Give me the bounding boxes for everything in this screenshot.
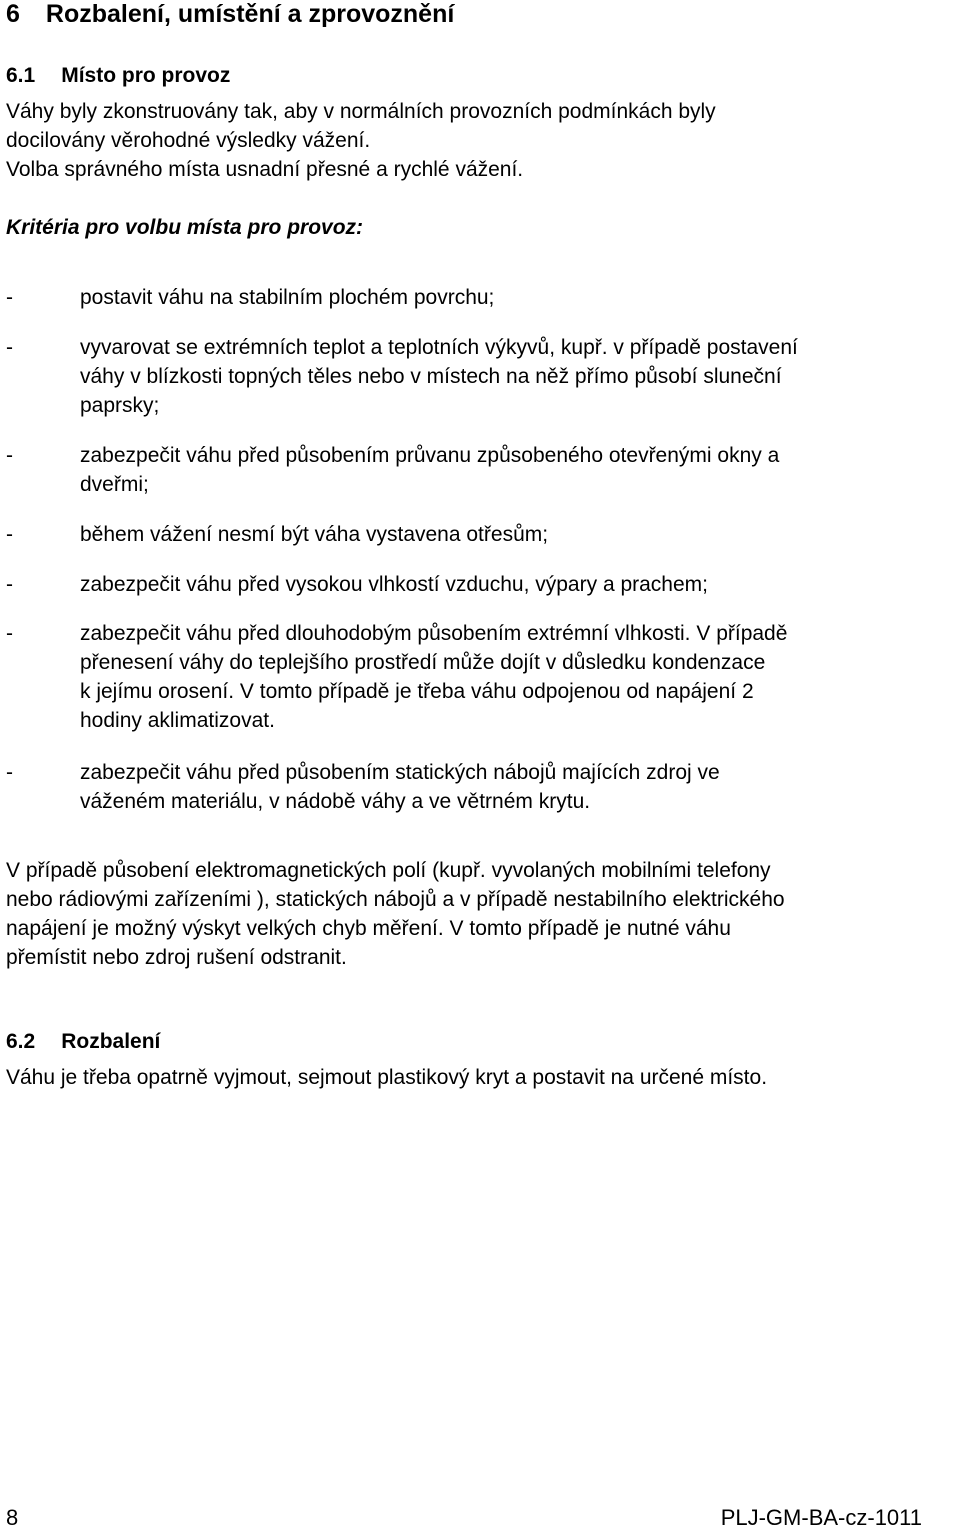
- intro-line: docilovány věrohodné výsledky vážení.: [6, 129, 371, 152]
- list-item-text: [80, 570, 960, 599]
- section-number: 6.1: [6, 64, 36, 87]
- list-item-line: zabezpečit váhu před působením statických nábojů majících zdroj ve: [80, 761, 720, 784]
- closing-line: napájení je možný výskyt velkých chyb měření. V tomto případě je nutné váhu: [6, 917, 731, 940]
- closing-line: nebo rádiovými zařízeními ), statických nábojů a v případě nestabilního elektrického: [6, 888, 785, 911]
- list-item-line: zabezpečit váhu před působením průvanu způsobeného otevřenými okny a: [80, 444, 780, 467]
- chapter-title: Rozbalení, umístění a zprovoznění: [45, 0, 455, 28]
- list-item-text: [80, 333, 960, 420]
- bullet-dash: -: [6, 523, 13, 546]
- closing-paragraph: [6, 856, 785, 972]
- section-number: 6.2: [6, 1030, 36, 1053]
- list-item-text: [80, 441, 960, 499]
- list-item-line: postavit váhu na stabilním plochém povrchu;: [80, 286, 495, 309]
- list-item-line: k jejímu orosení. V tomto případě je třeba váhu odpojenou od napájení 2: [80, 680, 754, 703]
- bullet-dash: -: [6, 573, 13, 596]
- section-heading-6-1: [6, 61, 230, 90]
- list-item-text: [80, 619, 960, 735]
- list-item-line: vyvarovat se extrémních teplot a teplotních výkyvů, kupř. v případě postavení: [80, 336, 798, 359]
- bullet-dash: -: [6, 286, 13, 309]
- list-item-line: váženém materiálu, v nádobě váhy a ve větrném krytu.: [80, 790, 591, 813]
- bullet-dash: -: [6, 622, 13, 645]
- chapter-number: 6: [6, 0, 20, 28]
- list-item-text: [80, 758, 960, 816]
- unpacking-paragraph: Váhu je třeba opatrně vyjmout, sejmout plastikový kryt a postavit na určené místo.: [6, 1066, 768, 1089]
- intro-paragraph: [6, 97, 716, 184]
- section-heading-6-2: [6, 1027, 160, 1056]
- section-title: Místo pro provoz: [61, 64, 231, 87]
- intro-line: Váhy byly zkonstruovány tak, aby v normálních provozních podmínkách byly: [6, 100, 716, 123]
- document-code: PLJ-GM-BA-cz-1011: [720, 1505, 922, 1530]
- bullet-dash: -: [6, 444, 13, 467]
- section-title: Rozbalení: [61, 1030, 161, 1053]
- chapter-heading: [6, 0, 454, 29]
- closing-line: přemístit nebo zdroj rušení odstranit.: [6, 946, 347, 969]
- list-item-line: hodiny aklimatizovat.: [80, 709, 275, 732]
- list-item-line: paprsky;: [80, 394, 160, 417]
- list-item-line: váhy v blízkosti topných těles nebo v místech na něž přímo působí sluneční: [80, 365, 782, 388]
- list-item-text: [80, 520, 960, 549]
- closing-line: V případě působení elektromagnetických polí (kupř. vyvolaných mobilními telefony: [6, 859, 771, 882]
- list-item-text: [80, 283, 960, 312]
- list-item-line: během vážení nesmí být váha vystavena otřesům;: [80, 523, 549, 546]
- list-item-line: přenesení váhy do teplejšího prostředí může dojít v důsledku kondenzace: [80, 651, 766, 674]
- intro-line: Volba správného místa usnadní přesné a rychlé vážení.: [6, 158, 524, 181]
- bullet-dash: -: [6, 336, 13, 359]
- list-item-line: zabezpečit váhu před vysokou vlhkostí vzduchu, výpary a prachem;: [80, 573, 708, 596]
- list-item-line: dveřmi;: [80, 473, 149, 496]
- bullet-dash: -: [6, 761, 13, 784]
- list-item-line: zabezpečit váhu před dlouhodobým působením extrémní vlhkosti. V případě: [80, 622, 788, 645]
- criteria-title: Kritéria pro volbu místa pro provoz:: [6, 216, 364, 239]
- page-number: 8: [6, 1505, 19, 1530]
